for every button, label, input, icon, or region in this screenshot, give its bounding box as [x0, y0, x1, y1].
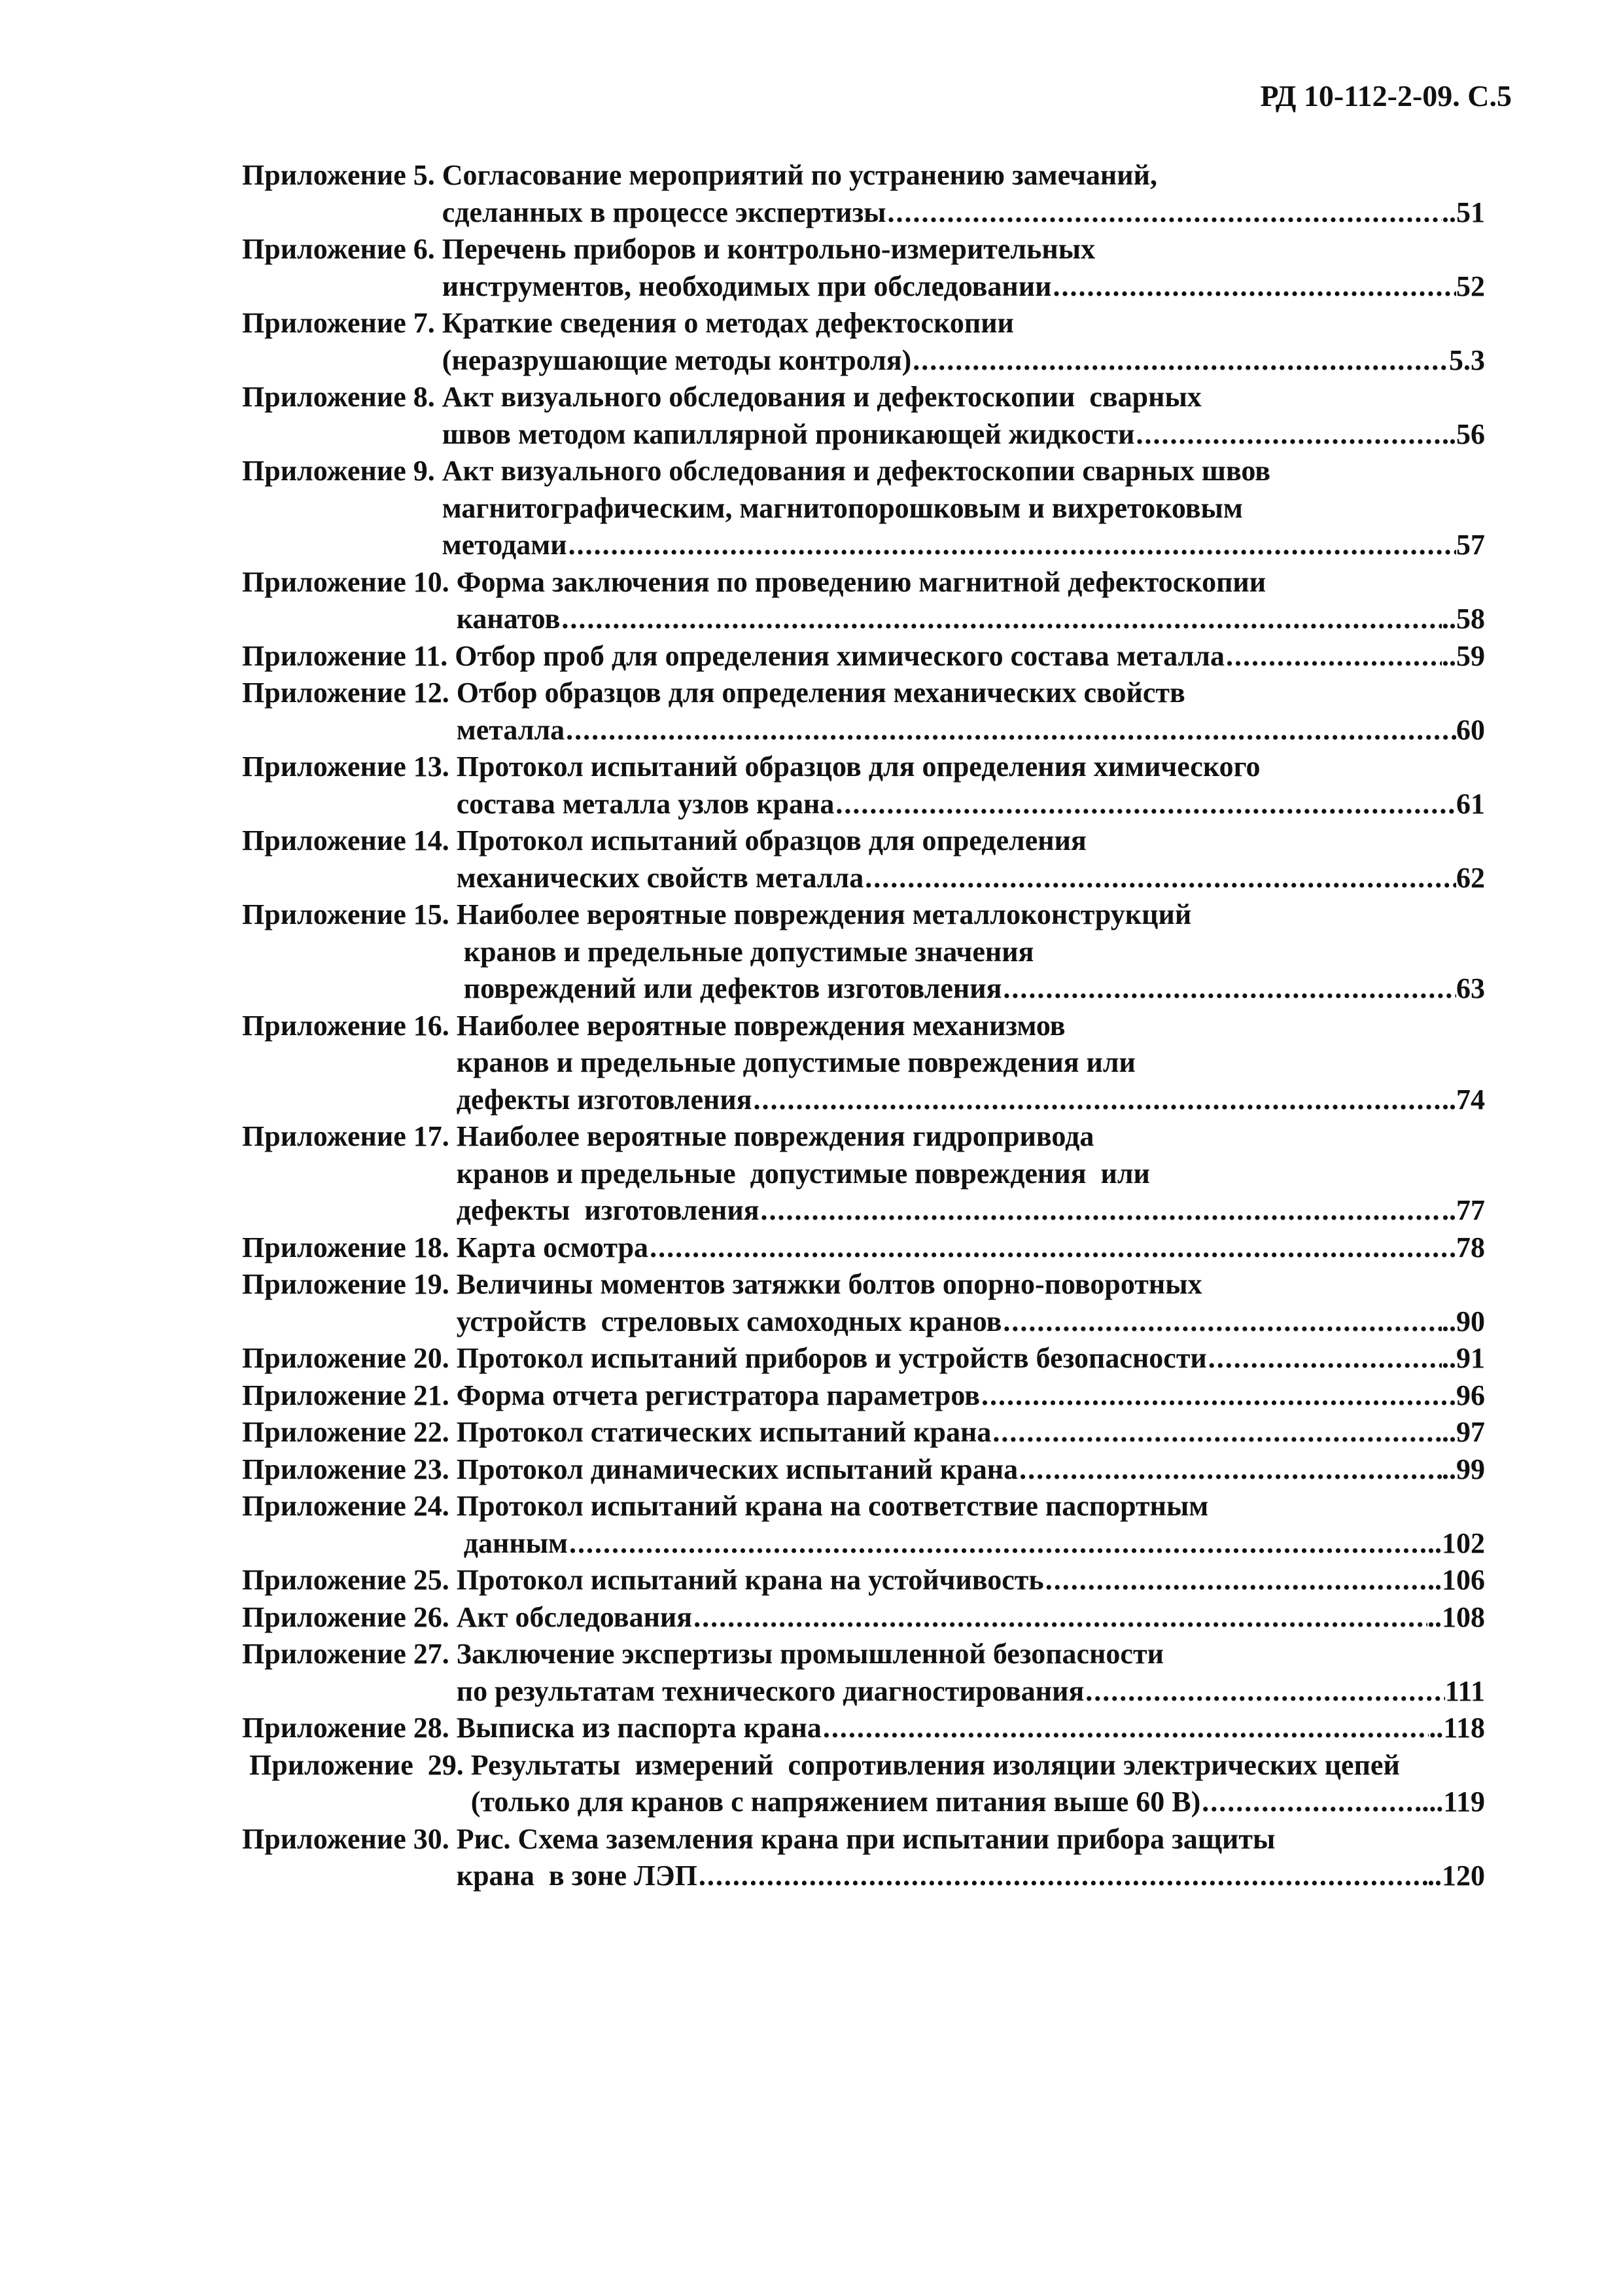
- toc-entry: [242, 638, 1485, 675]
- toc-entry: [242, 1710, 1485, 1747]
- toc-dot-leader: [822, 1710, 1429, 1747]
- toc-entry-body: [457, 1562, 1485, 1599]
- toc-entry-title-text: Согласование мероприятий по устранению замечаний,: [442, 159, 1157, 191]
- toc-entry-label: Приложение 14.: [242, 824, 457, 857]
- toc-entry-line: [442, 379, 1485, 416]
- toc-page-number: ..118: [1429, 1712, 1485, 1744]
- toc-entry-label: Приложение 16.: [242, 1009, 457, 1042]
- toc-entry-label: Приложение 8.: [242, 381, 442, 413]
- toc-page-number: ..58: [1442, 603, 1485, 635]
- toc-dot-leader: [911, 342, 1449, 380]
- toc-entry-title-text: Форма отчета регистратора параметров: [456, 1379, 980, 1411]
- toc-entry-label: Приложение 21.: [242, 1379, 457, 1411]
- toc-entry-title-text: инструментов, необходимых при обследовании: [442, 270, 1052, 302]
- toc-entry-body: [457, 1414, 1485, 1451]
- toc-entry-label: Приложение 30.: [242, 1822, 457, 1855]
- toc-entry-title-text: сделанных в процессе экспертизы: [442, 196, 886, 228]
- toc-entry-line: [457, 1008, 1485, 1045]
- page-header: РД 10-112-2-09. С.5: [1260, 79, 1512, 113]
- toc-entry-title-text: дефекты изготовления: [456, 1083, 752, 1116]
- toc-entry: [242, 1451, 1485, 1489]
- toc-entry: [242, 564, 1485, 638]
- toc-entry-line: [457, 1673, 1485, 1710]
- toc-entry-line: [457, 749, 1485, 786]
- toc-entry-label: Приложение 10.: [242, 565, 457, 598]
- toc-page-number: ..108: [1427, 1600, 1485, 1633]
- toc-entry-title-text: Наиболее вероятные повреждения гидропривода: [456, 1120, 1094, 1152]
- toc-dot-leader: [560, 601, 1442, 638]
- toc-page-number: 63: [1456, 972, 1485, 1004]
- toc-page-number: ..56: [1442, 417, 1485, 450]
- toc-entry-title-text: Отбор проб для определения химического состава металла: [455, 639, 1225, 672]
- toc-entry-label: Приложение 9.: [242, 455, 442, 487]
- toc-entry-label: Приложение 23.: [242, 1453, 457, 1485]
- toc-entry-body: [457, 1821, 1485, 1895]
- toc-entry-title-text: Рис. Схема заземления крана при испытании прибора защиты: [456, 1822, 1276, 1855]
- toc-entry-title-text: кранов и предельные допустимые повреждения или: [456, 1046, 1136, 1078]
- toc-page-number: 5.3: [1449, 344, 1485, 376]
- toc-entry-line: [442, 416, 1485, 453]
- toc-entry-line: [457, 1156, 1485, 1193]
- toc-page-number: ..77: [1442, 1194, 1485, 1226]
- toc-entry-line: [457, 1599, 1485, 1636]
- toc-entry-line: [457, 1044, 1485, 1082]
- toc-entry-body: [457, 675, 1485, 749]
- toc-dot-leader: [1207, 1340, 1442, 1377]
- toc-dot-leader: [886, 194, 1442, 232]
- toc-entry-line: [442, 268, 1485, 306]
- toc-entry-line: [442, 194, 1485, 232]
- toc-entry-body: [457, 1377, 1485, 1415]
- toc-entry-body: [457, 564, 1485, 638]
- toc-entry-title-text: состава металла узлов крана: [456, 787, 835, 820]
- toc-entry-title-text: Протокол испытаний образцов для определения: [456, 824, 1087, 857]
- toc-entry-label: Приложение 12.: [242, 677, 457, 709]
- toc-entry-title-text: Протокол динамических испытаний крана: [456, 1453, 1019, 1485]
- toc-entry-body: [457, 1451, 1485, 1489]
- toc-entry-body: [457, 822, 1485, 896]
- toc-entry-body: [442, 453, 1485, 564]
- toc-page-number: ...119: [1422, 1786, 1485, 1818]
- toc-entry-body: [455, 638, 1485, 675]
- toc-entry-line: [442, 231, 1485, 268]
- toc-entry-title-text: Протокол испытаний образцов для определения химического: [456, 751, 1261, 783]
- toc-dot-leader: [1052, 268, 1457, 306]
- toc-entry-title-text: швов методом капиллярной проникающей жидкости: [442, 417, 1135, 450]
- toc-entry-line: [457, 896, 1485, 934]
- toc-entry-label: Приложение 5.: [242, 159, 442, 191]
- toc-entry-label: Приложение 22.: [242, 1416, 457, 1448]
- toc-entry-line: [457, 1082, 1485, 1119]
- toc-entry-title-text: методами: [442, 529, 567, 561]
- toc-entry-title-text: данным: [456, 1527, 568, 1559]
- toc-dot-leader: [864, 860, 1456, 897]
- toc-entry-title-text: механических свойств металла: [456, 861, 864, 894]
- toc-entry-line: [457, 564, 1485, 601]
- toc-dot-leader: [1002, 1303, 1442, 1341]
- toc-dot-leader: [1044, 1562, 1427, 1599]
- toc-entry-line: [457, 1525, 1485, 1563]
- toc-entry-line: [457, 1821, 1485, 1858]
- toc-page-number: ..51: [1442, 196, 1485, 228]
- toc-entry-title-text: (только для кранов с напряжением питания выше 60 В): [470, 1786, 1201, 1818]
- toc-entry: [242, 1488, 1485, 1562]
- toc-page-number: 52: [1456, 270, 1485, 302]
- toc-entry-line: [457, 1414, 1485, 1451]
- toc-entry-line: [457, 1636, 1485, 1673]
- toc-dot-leader: [697, 1858, 1427, 1895]
- toc-page-number: ..99: [1442, 1453, 1485, 1485]
- toc-entry-title-text: Наиболее вероятные повреждения металлоконструкций: [456, 898, 1192, 930]
- toc-entry-line: [457, 1562, 1485, 1599]
- toc-entry-title-text: (неразрушающие методы контроля): [442, 344, 912, 376]
- toc-page-number: 61: [1456, 787, 1485, 820]
- toc-entry-label: Приложение 17.: [242, 1120, 457, 1152]
- toc-entry-line: [457, 1451, 1485, 1489]
- toc-entry-title-text: Акт обследования: [456, 1600, 693, 1633]
- toc-entry: [242, 379, 1485, 453]
- toc-entry-title-text: Протокол испытаний приборов и устройств безопасности: [456, 1342, 1207, 1374]
- toc-page-number: ..102: [1427, 1527, 1485, 1559]
- toc-entry-label: Приложение 27.: [242, 1638, 457, 1670]
- toc-entry-body: [457, 1710, 1485, 1747]
- toc-entry-label: Приложение 19.: [242, 1268, 457, 1300]
- toc-entry-label: Приложение 26.: [242, 1600, 457, 1633]
- toc-entry-line: [457, 712, 1485, 749]
- toc-page-number: ..120: [1427, 1860, 1485, 1892]
- toc-entry-line: [471, 1784, 1485, 1821]
- toc-dot-leader: [980, 1377, 1456, 1415]
- toc-entry-body: [457, 896, 1485, 1008]
- toc-entry-body: [442, 157, 1485, 231]
- toc-page-number: ..59: [1442, 639, 1485, 672]
- toc-entry-title-text: Протокол статических испытаний крана: [456, 1416, 992, 1448]
- toc-page-number: ..91: [1442, 1342, 1485, 1374]
- toc-page-number: ..90: [1442, 1305, 1485, 1337]
- toc-page-number: ..106: [1427, 1564, 1485, 1596]
- toc-page-number: 57: [1456, 529, 1485, 561]
- toc-entry-line: [457, 675, 1485, 712]
- toc-dot-leader: [991, 1414, 1442, 1451]
- toc-entry-label: Приложение 11.: [242, 639, 455, 672]
- toc-entry-label: Приложение 7.: [242, 307, 442, 339]
- toc-entry-title-text: Величины моментов затяжки болтов опорно-поворотных: [456, 1268, 1202, 1300]
- toc-entry-line: [457, 1858, 1485, 1895]
- toc-entry: [242, 675, 1485, 749]
- toc-entry: [242, 1821, 1485, 1895]
- toc-entry-title-text: Перечень приборов и контрольно-измерительных: [442, 233, 1096, 265]
- toc-entry-label: Приложение 18.: [242, 1231, 457, 1263]
- toc-entry-body: [457, 749, 1485, 822]
- toc-dot-leader: [567, 527, 1456, 564]
- toc-entry-body: [457, 1488, 1485, 1562]
- toc-entry-body: [457, 1266, 1485, 1340]
- toc-entry-title-text: металла: [456, 713, 565, 746]
- toc-entry-title-text: устройств стреловых самоходных кранов: [456, 1305, 1002, 1337]
- toc-entry: [242, 1266, 1485, 1340]
- toc-entry: [242, 822, 1485, 896]
- toc-page-number: ..97: [1442, 1416, 1485, 1448]
- toc-dot-leader: [565, 712, 1456, 749]
- toc-entry-title-text: канатов: [456, 603, 561, 635]
- toc-entry-body: [442, 231, 1485, 305]
- toc-entry-title-text: крана в зоне ЛЭП: [456, 1860, 697, 1892]
- toc-entry: [242, 453, 1485, 564]
- toc-dot-leader: [1134, 416, 1442, 453]
- toc-entry-line: [457, 970, 1485, 1008]
- toc-entry-line: [457, 1266, 1485, 1303]
- toc-entry-title-text: Форма заключения по проведению магнитной дефектоскопии: [456, 565, 1266, 598]
- toc-entry-line: [457, 934, 1485, 971]
- toc-entry: [242, 1636, 1485, 1710]
- toc-entry-line: [457, 1488, 1485, 1525]
- toc-entry: [242, 896, 1485, 1008]
- toc-entry: [242, 1118, 1485, 1229]
- toc-entry-title-text: повреждений или дефектов изготовления: [456, 972, 1002, 1004]
- toc-entry-label: Приложение 6.: [242, 233, 442, 265]
- toc-entry: [242, 749, 1485, 822]
- toc-entry-line: [442, 157, 1485, 194]
- toc-dot-leader: [568, 1525, 1427, 1563]
- toc-entry-body: [457, 1229, 1485, 1267]
- toc-entry-label: Приложение 20.: [242, 1342, 457, 1374]
- toc-dot-leader: [834, 786, 1456, 823]
- toc-entry-label: Приложение 28.: [242, 1712, 457, 1744]
- toc-entry-title-text: кранов и предельные допустимые повреждения или: [456, 1157, 1150, 1190]
- toc-page-number: 62: [1456, 861, 1485, 894]
- toc-entry-title-text: по результатам технического диагностирования: [456, 1674, 1085, 1707]
- toc-entry-title-text: Выписка из паспорта крана: [456, 1712, 822, 1744]
- toc-entry: [242, 1229, 1485, 1267]
- toc-entry-title-text: Краткие сведения о методах дефектоскопии: [442, 307, 1014, 339]
- toc-entry-title-text: дефекты изготовления: [456, 1194, 759, 1226]
- toc-dot-leader: [1018, 1451, 1442, 1489]
- toc-dot-leader: [1225, 638, 1442, 675]
- toc-page-number: ..74: [1442, 1083, 1485, 1116]
- toc-entry-title-text: Протокол испытаний крана на устойчивость: [456, 1564, 1044, 1596]
- toc-entry-label: Приложение 25.: [242, 1564, 457, 1596]
- toc-entry-title-text: Заключение экспертизы промышленной безопасности: [456, 1638, 1164, 1670]
- toc-entry: [242, 1414, 1485, 1451]
- toc-entry-line: [457, 1303, 1485, 1341]
- toc-entry: [242, 1562, 1485, 1599]
- toc-entry: [242, 157, 1485, 231]
- toc-entry-line: [457, 601, 1485, 638]
- toc-dot-leader: [692, 1599, 1427, 1636]
- toc-entry-line: [442, 490, 1485, 527]
- toc-page-number: 60: [1456, 713, 1485, 746]
- toc-entry-line: [457, 860, 1485, 897]
- toc-entry-line: [442, 453, 1485, 490]
- toc-entry-line: [457, 1229, 1485, 1267]
- toc-dot-leader: [648, 1229, 1456, 1267]
- toc-entry-body: [457, 1008, 1485, 1119]
- toc-entry-title-text: кранов и предельные допустимые значения: [456, 935, 1034, 968]
- toc-entry-body: [471, 1747, 1485, 1821]
- toc-entry-label: Приложение 15.: [242, 898, 457, 930]
- toc-entry-title-text: Результаты измерений сопротивления изоляции электрических цепей: [470, 1748, 1400, 1781]
- toc-entry-body: [457, 1340, 1485, 1377]
- toc-entry-body: [457, 1118, 1485, 1229]
- toc-entry-line: [457, 822, 1485, 860]
- toc-entry: [242, 1008, 1485, 1119]
- toc-entry-line: [457, 1377, 1485, 1415]
- toc-entry-line: [457, 1192, 1485, 1229]
- toc-entry: [242, 1377, 1485, 1415]
- toc-entry-line: [457, 1118, 1485, 1156]
- toc-entry-title-text: Протокол испытаний крана на соответствие паспортным: [456, 1490, 1209, 1522]
- toc-entry-label: Приложение 24.: [242, 1490, 457, 1522]
- toc-entry: [242, 231, 1485, 305]
- toc-entry-title-text: Акт визуального обследования и дефектоскопии сварных: [442, 381, 1202, 413]
- toc-entry-title-text: Отбор образцов для определения механических свойств: [456, 677, 1185, 709]
- toc-entry: [242, 1599, 1485, 1636]
- toc-dot-leader: [1002, 970, 1456, 1008]
- toc-entry-label: Приложение 13.: [242, 751, 457, 783]
- toc-entry-title-text: Карта осмотра: [456, 1231, 649, 1263]
- toc-entry-line: [442, 342, 1485, 380]
- toc-entry-body: [457, 1636, 1485, 1710]
- table-of-contents: [242, 157, 1485, 1895]
- toc-dot-leader: [752, 1082, 1442, 1119]
- toc-dot-leader: [759, 1192, 1442, 1229]
- toc-page-number: 111: [1444, 1674, 1485, 1707]
- toc-entry-line: [457, 1710, 1485, 1747]
- toc-page-number: 96: [1456, 1379, 1485, 1411]
- toc-entry-line: [455, 638, 1485, 675]
- toc-entry-line: [442, 305, 1485, 342]
- toc-entry-line: [457, 1340, 1485, 1377]
- toc-entry-title-text: Наиболее вероятные повреждения механизмов: [456, 1009, 1066, 1042]
- toc-entry-line: [471, 1747, 1485, 1784]
- toc-dot-leader: [1200, 1784, 1422, 1821]
- toc-entry-line: [457, 786, 1485, 823]
- toc-page-number: 78: [1456, 1231, 1485, 1263]
- toc-dot-leader: [1084, 1673, 1445, 1710]
- toc-entry-line: [442, 527, 1485, 564]
- toc-entry: [242, 305, 1485, 379]
- toc-entry-body: [457, 1599, 1485, 1636]
- toc-entry-title-text: Акт визуального обследования и дефектоскопии сварных швов: [442, 455, 1271, 487]
- toc-entry: [242, 1747, 1485, 1821]
- toc-entry-title-text: магнитографическим, магнитопорошковым и вихретоковым: [442, 491, 1243, 524]
- toc-entry-body: [442, 379, 1485, 453]
- toc-entry: [242, 1340, 1485, 1377]
- toc-entry-label: Приложение 29.: [242, 1748, 471, 1781]
- toc-entry-body: [442, 305, 1485, 379]
